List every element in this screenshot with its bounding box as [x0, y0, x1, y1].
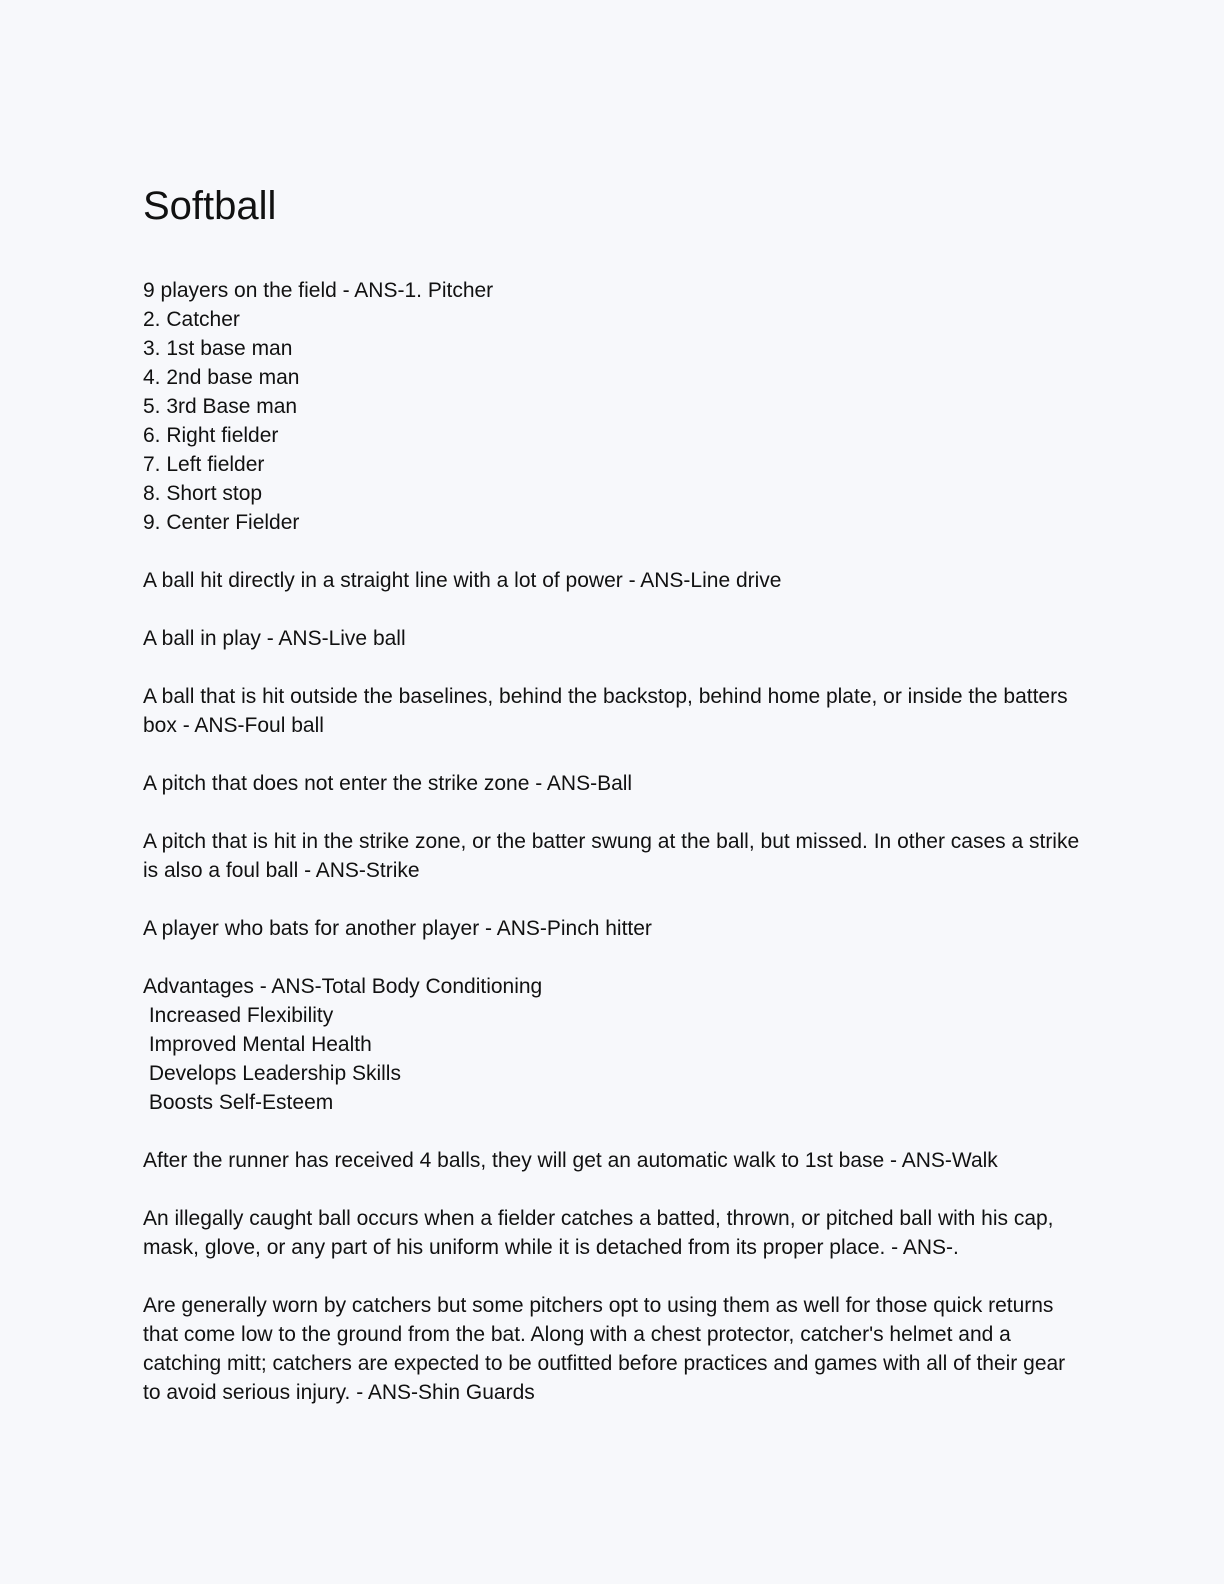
text-line: 8. Short stop [143, 482, 263, 505]
walk-block [143, 1146, 1083, 1175]
text-line: 9 players on the field - ANS-1. Pitcher [143, 279, 494, 302]
paragraph: Are generally worn by catchers but some pitchers opt to using them as well for those quick returns that come low to the ground from the bat. Along with a chest protector, catcher's helmet and a catching mitt; catchers are expected to be outfitted before practices and games with all of their gear to avoid serious injury. - ANS-Shin Guards [143, 1294, 1066, 1404]
text-line: 3. 1st base man [143, 337, 293, 360]
pinch-hitter-block [143, 914, 1083, 943]
illegal-catch-block [143, 1204, 1083, 1262]
foul-ball-block [143, 682, 1083, 740]
text-line: Improved Mental Health [143, 1033, 372, 1056]
text-line: 4. 2nd base man [143, 366, 300, 389]
players-block [143, 276, 1083, 537]
text-line: 9. Center Fielder [143, 511, 300, 534]
strike-block [143, 827, 1083, 885]
paragraph: A pitch that is hit in the strike zone, or the batter swung at the ball, but missed. In other cases a strike is also a foul ball - ANS-Strike [143, 830, 1080, 882]
document-page [143, 180, 1083, 1436]
paragraph: A ball that is hit outside the baselines, behind the backstop, behind home plate, or inside the batters box - ANS-Foul ball [143, 685, 1068, 737]
paragraph: After the runner has received 4 balls, they will get an automatic walk to 1st base - ANS-Walk [143, 1149, 998, 1172]
ball-block [143, 769, 1083, 798]
text-line: Increased Flexibility [143, 1004, 334, 1027]
paragraph: A pitch that does not enter the strike zone - ANS-Ball [143, 772, 633, 795]
shin-guards-block [143, 1291, 1083, 1407]
line-drive-block [143, 566, 1083, 595]
page-title: Softball [143, 184, 277, 228]
paragraph: A player who bats for another player - ANS-Pinch hitter [143, 917, 652, 940]
text-line: Boosts Self-Esteem [143, 1091, 334, 1114]
text-line: 5. 3rd Base man [143, 395, 298, 418]
advantages-block [143, 972, 1083, 1117]
paragraph: A ball hit directly in a straight line with a lot of power - ANS-Line drive [143, 569, 782, 592]
paragraph: A ball in play - ANS-Live ball [143, 627, 406, 650]
live-ball-block [143, 624, 1083, 653]
text-line: Advantages - ANS-Total Body Conditioning [143, 975, 543, 998]
paragraph: An illegally caught ball occurs when a fielder catches a batted, thrown, or pitched ball with his cap, mask, glove, or any part of his uniform while it is detached from its proper place. - ANS-. [143, 1207, 1054, 1259]
text-line: 2. Catcher [143, 308, 240, 331]
text-line: 7. Left fielder [143, 453, 265, 476]
text-line: Develops Leadership Skills [143, 1062, 401, 1085]
text-line: 6. Right fielder [143, 424, 279, 447]
